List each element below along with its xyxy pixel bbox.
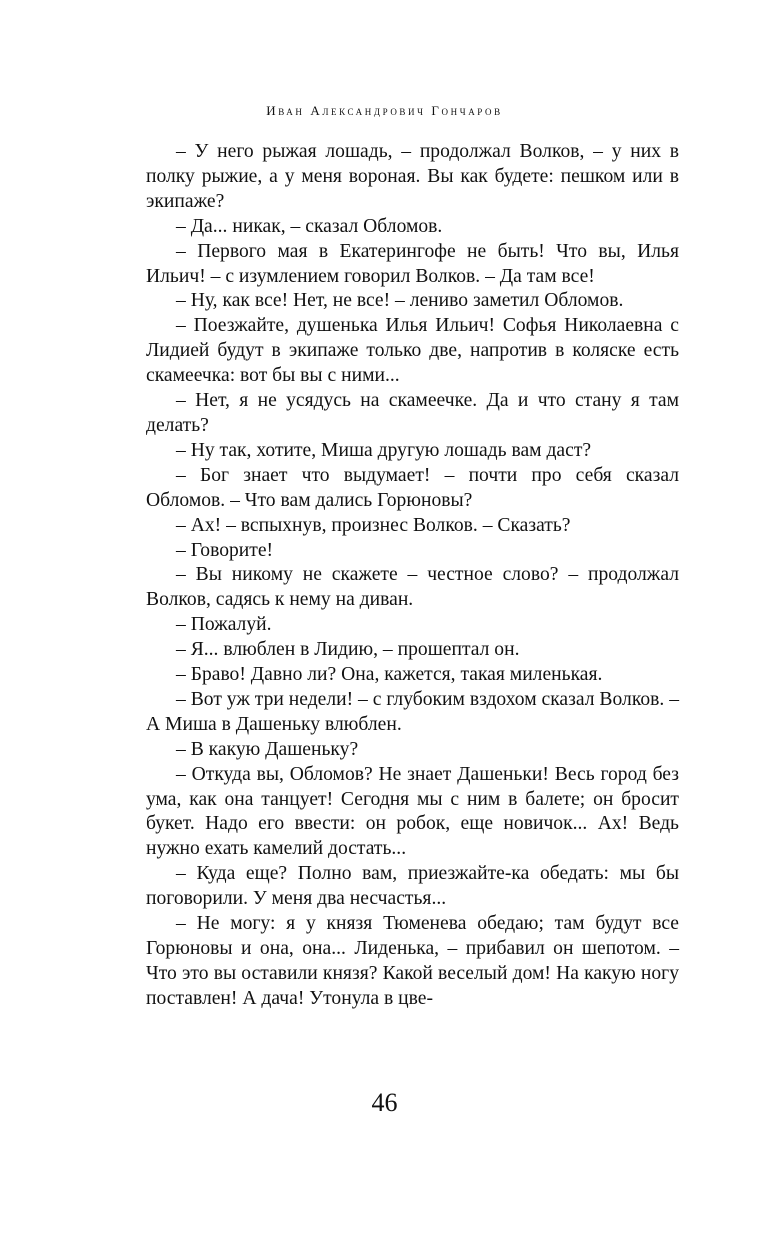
page-number: 46 (371, 1088, 398, 1117)
paragraph: – Говорите! (176, 539, 274, 561)
paragraph: – Бог знает что выдумает! – почти про себя сказал Обломов. – Что вам дались Горюновы? (146, 464, 679, 511)
paragraph: – Вот уж три недели! – с глубоким вздохом сказал Волков. – А Миша в Дашеньку влюблен. (146, 688, 679, 735)
running-head: Иван Александрович Гончаров (266, 103, 503, 118)
paragraph: – У него рыжая лошадь, – продолжал Волков, – у них в полку рыжие, а у меня вороная. Вы как будете: пешком или в экипаже? (146, 141, 679, 212)
paragraph: – Пожалуй. (176, 614, 272, 636)
paragraph: – Ну, как все! Нет, не все! – лениво заметил Обломов. (176, 290, 624, 312)
paragraph: – Ну так, хотите, Миша другую лошадь вам даст? (176, 439, 592, 461)
paragraph: – Да... никак, – сказал Обломов. (176, 215, 443, 237)
paragraph: – В какую Дашеньку? (176, 738, 359, 760)
paragraph: – Нет, я не усядусь на скамеечке. Да и что стану я там делать? (146, 390, 679, 436)
paragraph: – Откуда вы, Обломов? Не знает Дашеньки! Весь город без ума, как она танцует! Сегодня мы с ним в балете; он бросит букет. Надо его ввести: он робок, еще новичок... Ах! Ведь нужно ехать камелий достать... (146, 763, 679, 860)
paragraph: – Поезжайте, душенька Илья Ильич! Софья Николаевна с Лидией будут в экипаже только две, напротив в коляске есть скамеечка: вот бы вы с ними... (146, 315, 679, 387)
paragraph: – Куда еще? Полно вам, приезжайте-ка обедать: мы бы поговорили. У меня два несчастья... (146, 863, 679, 910)
paragraph: – Первого мая в Екатерингофе не быть! Что вы, Илья Ильич! – с изумлением говорил Волков. – Да там все! (146, 240, 679, 287)
paragraph: – Вы никому не скажете – честное слово? – продолжал Волков, садясь к нему на диван. (146, 564, 679, 611)
body-text (146, 140, 679, 1012)
paragraph: – Ах! – вспыхнув, произнес Волков. – Сказать? (176, 514, 571, 536)
paragraph: – Я... влюблен в Лидию, – прошептал он. (176, 639, 520, 661)
paragraph: – Браво! Давно ли? Она, кажется, такая миленькая. (176, 664, 603, 686)
paragraph: – Не могу: я у князя Тюменева обедаю; там будут все Горюновы и она, она... Лиденька, – прибавил он шепотом. – Что это вы оставили князя? Какой веселый дом! На какую ногу поставлен! А дача! Утонула в цве- (146, 913, 679, 1009)
